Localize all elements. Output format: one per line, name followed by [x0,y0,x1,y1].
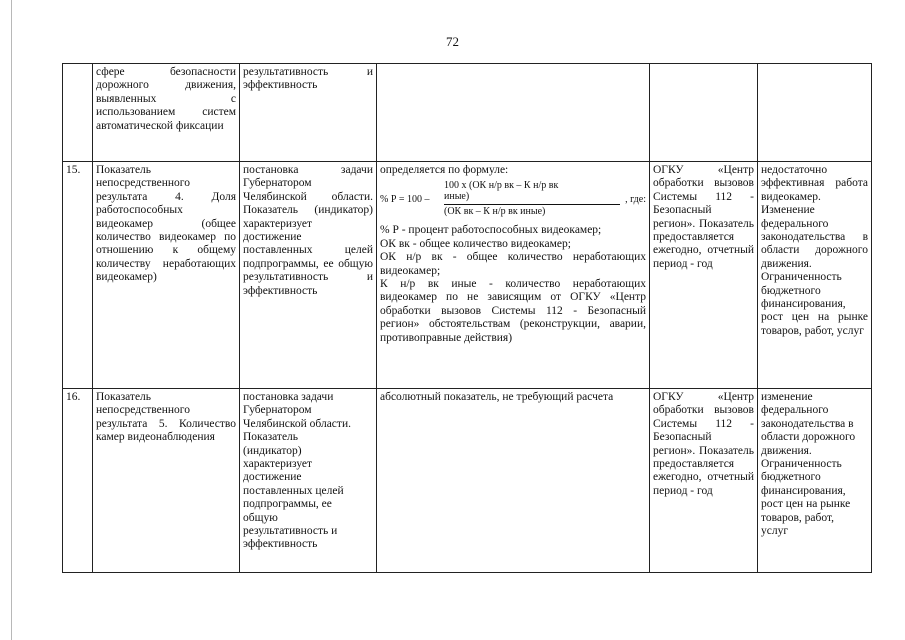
indicator-cell: Показатель непосредственного результата 5. Количество камер видеонаблюдения [93,389,240,573]
formula-numerator [444,180,620,205]
formula-lhs: % Р = 100 – [380,194,430,206]
factors-line: рост цен на рынке [761,498,851,511]
method-cell: абсолютный показатель, не требующий расчета [377,389,650,573]
factors-line: финансирования, [761,484,846,497]
percent-formula [380,180,646,220]
factors-line: Ограниченность [761,458,842,471]
method-cell [377,64,650,162]
source-cell: ОГКУ «Центр обработки вызовов Системы 112 - Безопасный регион». Показатель предоставляется ежегодно, отчетный период - год [650,162,758,389]
row-number-cell: 15. [63,162,93,389]
factors-cell [758,64,872,162]
page-number: 72 [446,34,459,49]
purpose-line: характеризует [243,458,313,471]
formula-where: , где: [625,194,646,206]
formula-numerator-line-2: иные) [444,191,470,203]
indicators-table [62,63,872,573]
formula-numerator-line-1: 100 х (ОК н/р вк – К н/р вк [444,180,559,192]
method-intro: определяется по формуле: [380,164,509,176]
purpose-line: Челябинской области. [243,417,351,430]
row-number-cell: 16. [63,389,93,573]
factors-cell: недостаточно эффективная работа видеокамер. Изменение федерального законодательства в области дорожного движения. Ограниченность бюджетного финансирования, рост цен на рынке товаров, работ, услуг [758,162,872,389]
purpose-line: Губернатором [243,404,312,417]
purpose-line: Показатель [243,431,299,444]
factors-line: изменение [761,391,813,403]
purpose-line: эффективность [243,538,318,551]
indicator-cell: Показатель непосредственного результата 4. Доля работоспособных видеокамер (общее количество видеокамер по отношению к общему количеству неработающих видеокамер) [93,162,240,389]
factors-line: движения. [761,444,812,457]
factors-line: услуг [761,525,789,538]
factors-line: области дорожного [761,431,856,444]
formula-fraction [444,180,620,217]
purpose-line: подпрограммы, ее [243,498,332,511]
source-cell: ОГКУ «Центр обработки вызовов Системы 112 - Безопасный регион». Показатель предоставляется ежегодно, отчетный период - год [650,389,758,573]
method-cell [377,162,650,389]
factors-line: законодательства в [761,417,854,430]
purpose-line: поставленных целей [243,484,344,497]
purpose-line: постановка задачи [243,391,334,403]
page-left-rule [11,0,12,640]
purpose-line: достижение [243,471,302,484]
factors-cell [758,389,872,573]
purpose-line: общую [243,511,278,524]
factors-line: бюджетного [761,471,821,484]
indicator-cell: сфере безопасности дорожного движения, выявленных с использованием систем автоматической фиксации [93,64,240,162]
method-definition: ОК вк - общее количество видеокамер; [380,237,571,250]
table-row-continuation [63,64,872,162]
factors-line: федерального [761,404,829,417]
formula-denominator: (ОК вк – К н/р вк иные) [444,206,546,218]
factors-line: товаров, работ, [761,511,835,524]
purpose-cell: результативность и эффективность [240,64,377,162]
source-cell [650,64,758,162]
method-definition: К н/р вк иные - количество неработающих видеокамер по не зависящим от ОГКУ «Центр обработки вызовов Системы 112 - Безопасный регион» обстоятельствам (реконструкции, аварии, противоправные действия) [380,278,646,344]
purpose-cell: постановка задачи Губернатором Челябинской области. Показатель (индикатор) характеризует достижение поставленных целей подпрограммы, ее общую результативность и эффективность [240,162,377,389]
table-row-16 [63,389,872,573]
row-number-cell [63,64,93,162]
method-definition: % Р - процент работоспособных видеокамер; [380,224,602,237]
purpose-cell [240,389,377,573]
table-row-15 [63,162,872,389]
purpose-line: (индикатор) [243,444,302,457]
purpose-line: результативность и [243,525,338,538]
method-definition: ОК н/р вк - общее количество неработающих видеокамер; [380,251,646,277]
